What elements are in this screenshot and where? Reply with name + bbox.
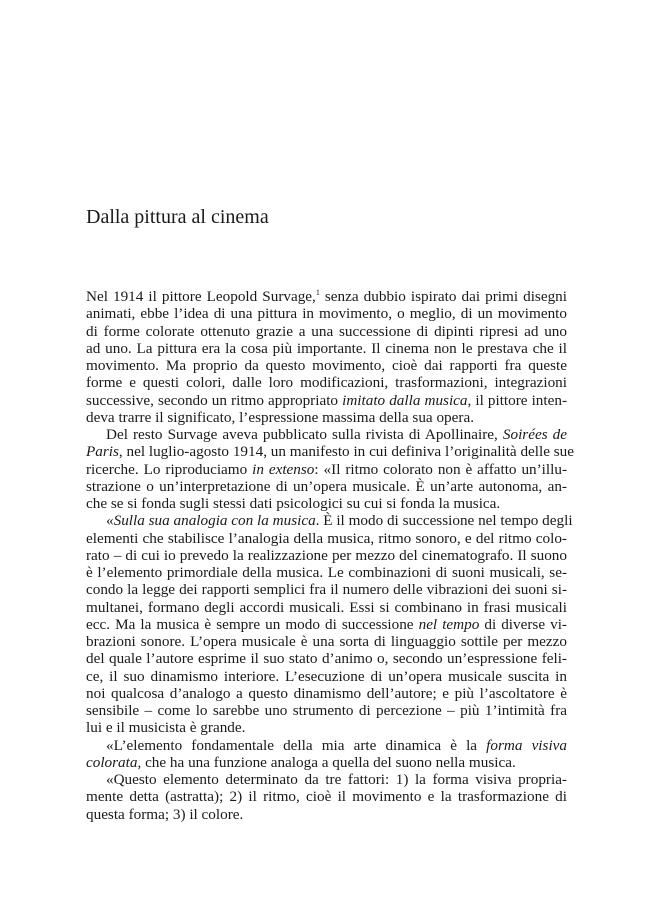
text-run: che se si fonda sugli stessi dati psicologici su cui si fonda la musica. xyxy=(86,495,501,512)
text-line xyxy=(86,392,567,409)
italic-text: forma visiva xyxy=(486,736,567,754)
text-run: : «Il ritmo colorato non è affatto un’illu- xyxy=(314,460,567,478)
text-line xyxy=(86,461,567,478)
text-run: Nel 1914 il pittore Leopold Survage, xyxy=(86,288,316,305)
body-text xyxy=(86,288,575,823)
footnote-marker: 1 xyxy=(315,288,320,297)
text-line xyxy=(86,702,567,719)
text-run: ad uno. La pittura era la cosa più importante. Il cinema non le prestava che il xyxy=(86,339,567,357)
text-line xyxy=(86,512,573,530)
text-line xyxy=(86,495,567,512)
text-run: Del resto Survage aveva pubblicato sulla rivista di Apollinaire, xyxy=(106,426,503,443)
text-run: di forme colorate ottenuto grazie a una successione di dipinti ripresi ad uno xyxy=(86,322,567,340)
text-run: strazione o un’interpretazione di un’opera musicale. È un’arte autonoma, an- xyxy=(86,477,567,495)
paragraph xyxy=(86,288,567,426)
text-run: , nel luglio-agosto 1914, un manifesto in cui definiva l’originalità delle sue xyxy=(118,443,575,461)
text-line xyxy=(86,530,567,547)
text-line xyxy=(86,599,567,616)
text-run: movimento. Ma proprio da questo movimento, cioè dai rapporti fra queste xyxy=(86,357,567,374)
text-run: mente detta (astratta); 2) il ritmo, cioè il movimento e la trasformazione di xyxy=(86,788,567,806)
text-line xyxy=(86,581,567,598)
text-run: , che ha una funzione analoga a quella del suono nella musica. xyxy=(137,753,516,771)
text-line xyxy=(86,409,567,426)
text-run: ecc. Ma la musica è sempre un modo di successione xyxy=(86,615,419,633)
text-line xyxy=(86,323,567,340)
italic-text: in extenso xyxy=(252,460,315,478)
text-run: di diverse vi- xyxy=(479,615,567,633)
text-run: elementi che stabilisce l’analogia della musica, ritmo sonoro, e del ritmo colo- xyxy=(86,529,567,547)
text-run: questa forma; 3) il colore. xyxy=(86,805,244,823)
text-line xyxy=(86,737,567,754)
text-run: del quale l’autore esprime il suo stato d’animo o, secondo un’espressione feli- xyxy=(86,650,567,668)
text-line xyxy=(86,616,567,633)
text-run: «L’elemento fondamentale della mia arte dinamica è la xyxy=(106,736,487,754)
text-run: condo la legge dei rapporti semplici fra il numero delle vibrazioni dei suoni si- xyxy=(86,581,567,599)
text-line xyxy=(86,443,575,461)
text-run: forme e questi colori, dalle loro modificazioni, trasformazioni, integrazioni xyxy=(86,374,567,392)
text-line xyxy=(86,685,567,702)
text-line xyxy=(86,374,567,391)
text-run: deva trarre il significato, l’espressione massima della sua opera. xyxy=(86,408,474,426)
text-run: « xyxy=(106,512,114,530)
italic-text: Soirées de xyxy=(502,426,567,443)
paragraph xyxy=(86,737,567,772)
text-run: «Questo elemento determinato da tre fattori: 1) la forma visiva propria- xyxy=(106,771,567,788)
text-line xyxy=(86,719,567,736)
text-run: brazioni sonore. L’opera musicale è una sorta di linguaggio sottile per mezzo xyxy=(86,633,567,650)
text-line xyxy=(86,806,567,823)
text-line xyxy=(86,668,567,685)
text-line xyxy=(86,633,567,650)
italic-text: nel tempo xyxy=(418,615,480,633)
text-run: lui e il musicista è grande. xyxy=(86,719,246,737)
italic-text: imitato dalla musica xyxy=(342,391,468,409)
text-line xyxy=(86,288,567,305)
text-line xyxy=(86,771,567,788)
text-run: . È il modo di successione nel tempo degli xyxy=(315,512,573,530)
text-line xyxy=(86,754,567,771)
text-run: animati, ebbe l’idea di una pittura in movimento, o meglio, di un movimento xyxy=(86,305,567,323)
text-line xyxy=(86,340,567,357)
text-run: è l’elemento primordiale della musica. Le combinazioni di suoni musicali, se- xyxy=(86,564,567,581)
text-run: rato – di cui io prevedo la realizzazione per mezzo del cinematografo. Il suono xyxy=(86,546,567,564)
paragraph xyxy=(86,512,573,737)
text-run: successive, secondo un ritmo appropriato xyxy=(86,391,343,409)
paragraph xyxy=(86,771,567,823)
text-run: ce, il suo dinamismo interiore. L’esecuzione di un’opera musicale suscita in xyxy=(86,667,567,685)
italic-text: colorata xyxy=(86,753,138,771)
text-line xyxy=(86,305,567,322)
text-run: senza dubbio ispirato dai primi disegni xyxy=(319,288,567,305)
text-run: noi qualcosa d’analogo a questo dinamismo dell’autore; e più l’ascoltatore è xyxy=(86,684,567,702)
text-line xyxy=(86,564,567,581)
text-run: ricerche. Lo riproduciamo xyxy=(86,460,253,478)
text-run: multanei, formano degli accordi musicali. Essi si combinano in frasi musicali xyxy=(86,598,567,616)
text-line xyxy=(86,478,567,495)
text-line xyxy=(86,650,567,667)
italic-text: Sulla sua analogia con la musica xyxy=(113,512,316,530)
text-line xyxy=(86,547,567,564)
paragraph xyxy=(86,426,575,512)
text-line xyxy=(86,357,567,374)
text-run: sensibile – come lo sarebbe uno strumento di percezione – più 1’intimità fra xyxy=(86,702,567,719)
text-line xyxy=(86,788,567,805)
italic-text: Paris xyxy=(86,443,119,461)
text-run: , il pittore inten- xyxy=(467,391,568,409)
chapter-title: Dalla pittura al cinema xyxy=(86,206,269,228)
text-line xyxy=(86,426,567,443)
